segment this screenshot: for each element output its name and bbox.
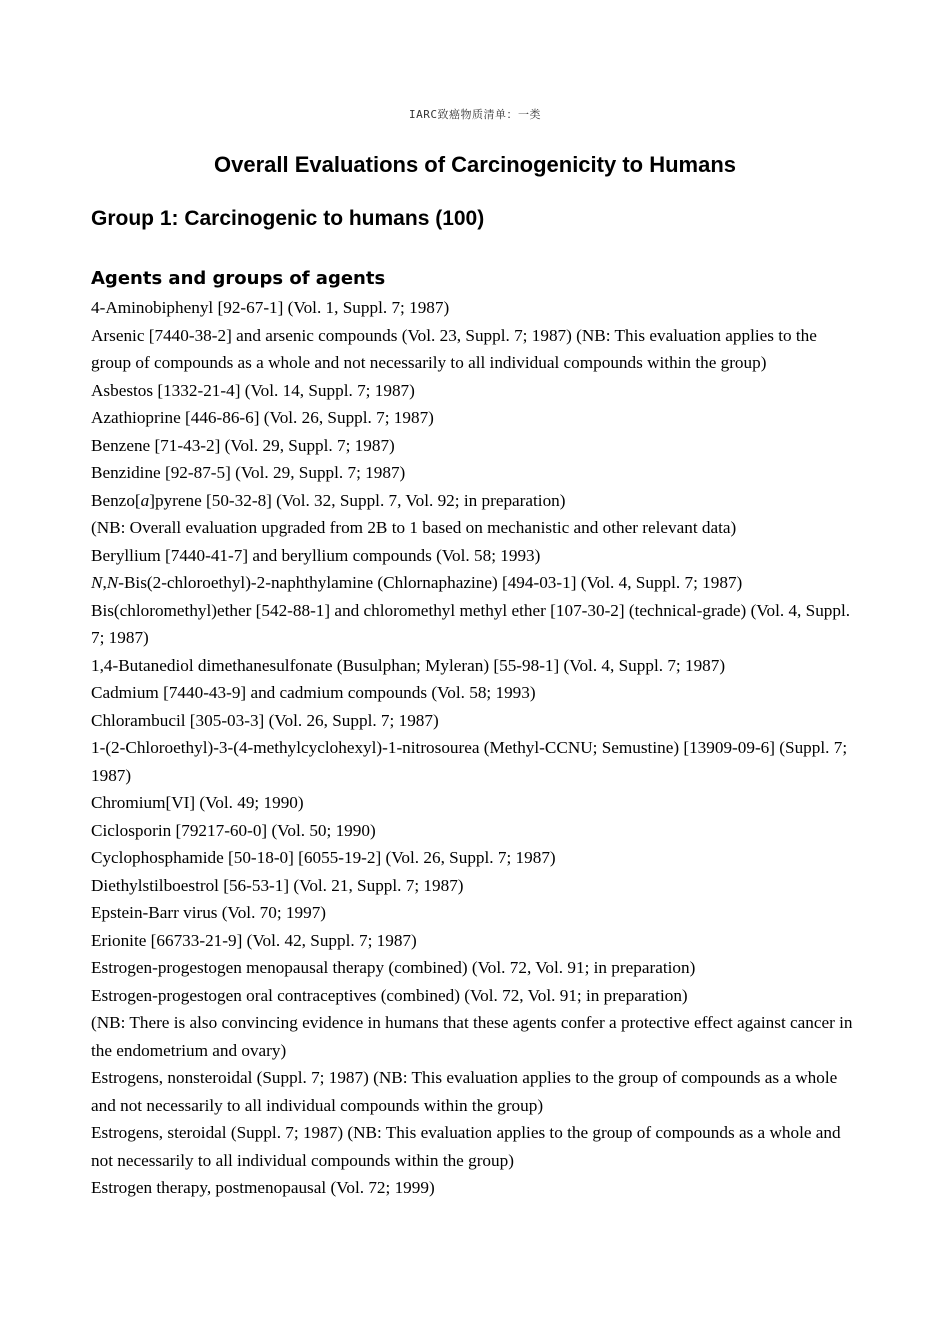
entry-item bbox=[91, 322, 861, 377]
group-heading: Group 1: Carcinogenic to humans (100) bbox=[91, 207, 485, 230]
entry-item bbox=[91, 1119, 861, 1174]
entry-text: Chlorambucil [305-03-3] (Vol. 26, Suppl. 7; 1987) bbox=[91, 710, 439, 730]
entry-item bbox=[91, 734, 861, 789]
entry-italic-text: a bbox=[140, 490, 150, 510]
entry-text: Erionite [66733-21-9] (Vol. 42, Suppl. 7; 1987) bbox=[91, 930, 417, 950]
page-header: IARC致癌物质清单：一类 bbox=[409, 108, 541, 121]
entry-text: 1,4-Butanediol dimethanesulfonate (Busulphan; Myleran) [55-98-1] (Vol. 4, Suppl. 7; 1987) bbox=[91, 655, 726, 675]
entry-item bbox=[91, 652, 861, 680]
entry-italic-text: N bbox=[91, 573, 103, 592]
entry-item bbox=[91, 597, 861, 652]
entry-text: Estrogen-progestogen oral contraceptives (combined) (Vol. 72, Vol. 91; in preparation) bbox=[91, 985, 688, 1005]
entry-text: ]pyrene [50-32-8] (Vol. 32, Suppl. 7, Vol. 92; in preparation) bbox=[149, 490, 566, 510]
entry-text: Estrogen-progestogen menopausal therapy (combined) (Vol. 72, Vol. 91; in preparation) bbox=[91, 958, 696, 977]
entry-item bbox=[91, 679, 861, 707]
entry-text: Estrogen therapy, postmenopausal (Vol. 72; 1999) bbox=[91, 1178, 435, 1197]
entry-text: Beryllium [7440-41-7] and beryllium compounds (Vol. 58; 1993) bbox=[91, 545, 541, 565]
entry-item bbox=[91, 817, 861, 845]
entry-text: Benzene [71-43-2] (Vol. 29, Suppl. 7; 1987) bbox=[91, 435, 395, 455]
entry-text: Bis(chloromethyl)ether [542-88-1] and chloromethyl methyl ether [107-30-2] (technical-grade) (Vol. 4, Suppl. 7; 1987) bbox=[91, 600, 851, 647]
document-title: Overall Evaluations of Carcinogenicity to Humans bbox=[213, 152, 737, 177]
entry-item bbox=[91, 569, 861, 597]
entry-italic-text: N bbox=[106, 573, 119, 592]
entry-text: Benzo[ bbox=[91, 490, 141, 510]
entry-text: Cadmium [7440-43-9] and cadmium compounds (Vol. 58; 1993) bbox=[91, 683, 536, 702]
entry-item bbox=[91, 459, 861, 487]
entry-text: Arsenic [7440-38-2] and arsenic compounds (Vol. 23, Suppl. 7; 1987) (NB: This evaluation applies to the group of compounds as a whole and not necessarily to all individual compounds within the group) bbox=[91, 325, 817, 372]
entry-text: 4-Aminobiphenyl [92-67-1] (Vol. 1, Suppl. 7; 1987) bbox=[91, 298, 450, 317]
entry-text: Cyclophosphamide [50-18-0] [6055-19-2] (Vol. 26, Suppl. 7; 1987) bbox=[91, 848, 556, 867]
entry-item bbox=[91, 707, 861, 735]
entry-text: Ciclosporin [79217-60-0] (Vol. 50; 1990) bbox=[91, 820, 376, 840]
entry-item bbox=[91, 844, 861, 872]
entry-text: Estrogens, steroidal (Suppl. 7; 1987) (NB: This evaluation applies to the group of compounds as a whole and not necessarily to all individual compounds within the group) bbox=[91, 1123, 841, 1170]
entry-item bbox=[91, 514, 861, 542]
entry-item bbox=[91, 404, 861, 432]
entry-text: Epstein-Barr virus (Vol. 70; 1997) bbox=[91, 903, 327, 922]
entry-item bbox=[91, 1174, 861, 1202]
entry-text: Diethylstilboestrol [56-53-1] (Vol. 21, Suppl. 7; 1987) bbox=[91, 875, 464, 895]
entry-text: (NB: There is also convincing evidence in humans that these agents confer a protective effect against cancer in the endometrium and ovary) bbox=[91, 1013, 853, 1060]
entry-text: Asbestos [1332-21-4] (Vol. 14, Suppl. 7; 1987) bbox=[91, 380, 415, 400]
entry-item bbox=[91, 899, 861, 927]
entry-item bbox=[91, 432, 861, 460]
entry-item bbox=[91, 487, 861, 515]
entry-item bbox=[91, 542, 861, 570]
entry-text: Estrogens, nonsteroidal (Suppl. 7; 1987) (NB: This evaluation applies to the group of compounds as a whole and not necessarily to all individual compounds within the group) bbox=[91, 1068, 838, 1115]
entry-item bbox=[91, 927, 861, 955]
section-heading: Agents and groups of agents bbox=[91, 268, 386, 289]
entry-text: , bbox=[102, 573, 107, 592]
entry-text: 1-(2-Chloroethyl)-3-(4-methylcyclohexyl)-1-nitrosourea (Methyl-CCNU; Semustine) [13909-09-6] (Suppl. 7; 1987) bbox=[91, 738, 848, 785]
entry-text: Benzidine [92-87-5] (Vol. 29, Suppl. 7; 1987) bbox=[91, 463, 406, 482]
entry-item bbox=[91, 377, 861, 405]
entry-item bbox=[91, 982, 861, 1010]
entry-text: -Bis(2-chloroethyl)-2-naphthylamine (Chlornaphazine) [494-03-1] (Vol. 4, Suppl. 7; 1987) bbox=[118, 573, 743, 592]
entry-item bbox=[91, 872, 861, 900]
entry-item bbox=[91, 1009, 861, 1064]
entry-text: Chromium[VI] (Vol. 49; 1990) bbox=[91, 793, 304, 812]
entry-item bbox=[91, 1064, 861, 1119]
entry-item bbox=[91, 954, 861, 982]
entry-item bbox=[91, 789, 861, 817]
entry-text: (NB: Overall evaluation upgraded from 2B to 1 based on mechanistic and other relevant data) bbox=[91, 518, 737, 537]
entry-text: Azathioprine [446-86-6] (Vol. 26, Suppl. 7; 1987) bbox=[91, 408, 434, 427]
entry-item bbox=[91, 294, 861, 322]
entry-list bbox=[91, 294, 861, 1202]
